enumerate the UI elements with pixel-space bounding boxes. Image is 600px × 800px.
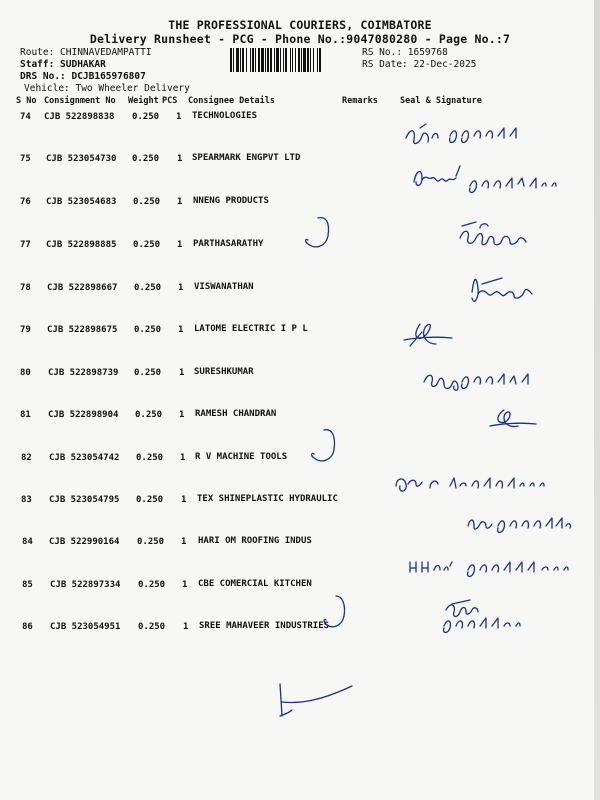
row-sno: 85 xyxy=(22,580,33,590)
row-sno: 86 xyxy=(22,622,33,632)
row-weight: 0.250 xyxy=(137,537,165,547)
row-consignee: RAMESH CHANDRAN xyxy=(195,409,277,419)
signature-row-75 xyxy=(408,162,568,198)
row-pcs: 1 xyxy=(178,283,184,293)
row-weight: 0.250 xyxy=(133,197,161,207)
row-consignee: SURESHKUMAR xyxy=(194,367,254,377)
row-weight: 0.250 xyxy=(136,495,164,505)
signature-row-85 xyxy=(404,552,589,582)
signature-row-79 xyxy=(400,314,460,354)
row-weight: 0.250 xyxy=(136,453,164,463)
row-sno: 74 xyxy=(20,112,31,122)
row-weight: 0.250 xyxy=(135,410,163,420)
row-sno: 78 xyxy=(20,283,31,293)
row-weight: 0.250 xyxy=(134,283,162,293)
row-consignee: TEX SHINEPLASTIC HYDRAULIC xyxy=(197,494,338,504)
row-weight: 0.250 xyxy=(133,240,161,250)
row-consignment: CJB 523054795 xyxy=(49,495,120,505)
row-pcs: 1 xyxy=(179,368,185,378)
signature-row-86-check xyxy=(320,592,360,636)
row-consignee: HARI OM ROOFING INDUS xyxy=(198,536,312,546)
signature-row-74 xyxy=(400,120,530,150)
row-consignment: CJB 522898838 xyxy=(44,112,115,122)
row-consignee: NNENG PRODUCTS xyxy=(193,196,269,206)
row-consignment: CJB 523054951 xyxy=(50,622,121,632)
col-weight: Weight xyxy=(128,96,159,106)
col-consignment: Consignment No xyxy=(44,96,116,106)
row-sno: 81 xyxy=(20,410,31,420)
col-pcs: PCS xyxy=(162,96,178,106)
vehicle-label: Vehicle: Two Wheeler Delivery xyxy=(24,83,190,94)
row-consignment: CJB 522898675 xyxy=(47,325,118,335)
row-weight: 0.250 xyxy=(132,112,160,122)
signature-row-86 xyxy=(436,596,536,640)
row-pcs: 1 xyxy=(181,537,187,547)
runsheet-title: Delivery Runsheet - PCG - Phone No.:9047080280 - Page No.:7 xyxy=(89,32,511,46)
row-consignee: R V MACHINE TOOLS xyxy=(195,452,288,462)
barcode-image xyxy=(230,48,356,72)
row-consignee: LATOME ELECTRIC I P L xyxy=(194,324,308,334)
col-consignee: Consignee Details xyxy=(188,96,275,106)
signature-supervisor xyxy=(266,680,366,724)
signature-row-77 xyxy=(450,218,550,254)
row-consignment: CJB 522897334 xyxy=(50,580,121,590)
signature-row-82 xyxy=(306,424,346,468)
rs-date: RS Date: 22-Dec-2025 xyxy=(362,59,477,70)
signature-row-83 xyxy=(390,468,560,498)
row-pcs: 1 xyxy=(177,240,183,250)
rs-number: RS No.: 1659768 xyxy=(362,47,448,58)
row-pcs: 1 xyxy=(181,495,187,505)
row-consignment: CJB 522990164 xyxy=(49,537,120,547)
signature-row-81 xyxy=(486,402,546,438)
row-weight: 0.250 xyxy=(134,325,162,335)
row-consignment: CJB 523054742 xyxy=(49,453,120,463)
row-consignment: CJB 522898739 xyxy=(48,368,119,378)
signature-row-84 xyxy=(464,508,574,538)
row-sno: 79 xyxy=(20,325,31,335)
col-seal-signature: Seal & Signature xyxy=(400,96,482,106)
col-remarks: Remarks xyxy=(342,96,378,106)
row-pcs: 1 xyxy=(177,154,183,164)
row-sno: 76 xyxy=(20,197,31,207)
row-weight: 0.250 xyxy=(138,580,166,590)
signature-row-80 xyxy=(418,364,538,394)
staff-label: Staff: SUDHAKAR xyxy=(20,59,106,70)
row-pcs: 1 xyxy=(179,410,185,420)
scan-edge xyxy=(594,0,600,800)
row-consignee: TECHNOLOGIES xyxy=(192,111,258,121)
drs-number: DRS No.: DCJB165976807 xyxy=(20,71,146,82)
row-sno: 80 xyxy=(20,368,31,378)
signature-row-78 xyxy=(460,272,550,312)
row-consignment: CJB 522898885 xyxy=(46,240,117,250)
col-sno: S No xyxy=(16,96,37,106)
row-pcs: 1 xyxy=(180,453,186,463)
row-sno: 75 xyxy=(20,154,31,164)
route-label: Route: CHINNAVEDAMPATTI xyxy=(20,47,152,58)
row-sno: 77 xyxy=(20,240,31,250)
row-sno: 83 xyxy=(21,495,32,505)
row-consignee: PARTHASARATHY xyxy=(193,239,264,249)
row-weight: 0.250 xyxy=(134,368,162,378)
row-pcs: 1 xyxy=(178,325,184,335)
row-weight: 0.250 xyxy=(138,622,166,632)
row-weight: 0.250 xyxy=(132,154,160,164)
row-sno: 82 xyxy=(21,453,32,463)
row-consignee: SPEARMARK ENGPVT LTD xyxy=(192,153,301,163)
row-sno: 84 xyxy=(22,537,33,547)
row-consignment: CJB 522898667 xyxy=(47,283,118,293)
signature-row-76 xyxy=(300,212,340,252)
row-consignment: CJB 523054730 xyxy=(46,154,117,164)
row-pcs: 1 xyxy=(177,197,183,207)
row-consignee: SREE MAHAVEER INDUSTRIES xyxy=(199,621,330,631)
row-consignment: CJB 522898904 xyxy=(48,410,119,420)
row-consignee: CBE COMERCIAL KITCHEN xyxy=(198,579,312,589)
row-pcs: 1 xyxy=(176,112,182,122)
row-pcs: 1 xyxy=(183,622,189,632)
row-consignee: VISWANATHAN xyxy=(194,282,254,292)
row-pcs: 1 xyxy=(182,580,188,590)
company-title: THE PROFESSIONAL COURIERS, COIMBATORE xyxy=(168,18,432,32)
row-consignment: CJB 523054683 xyxy=(46,197,117,207)
